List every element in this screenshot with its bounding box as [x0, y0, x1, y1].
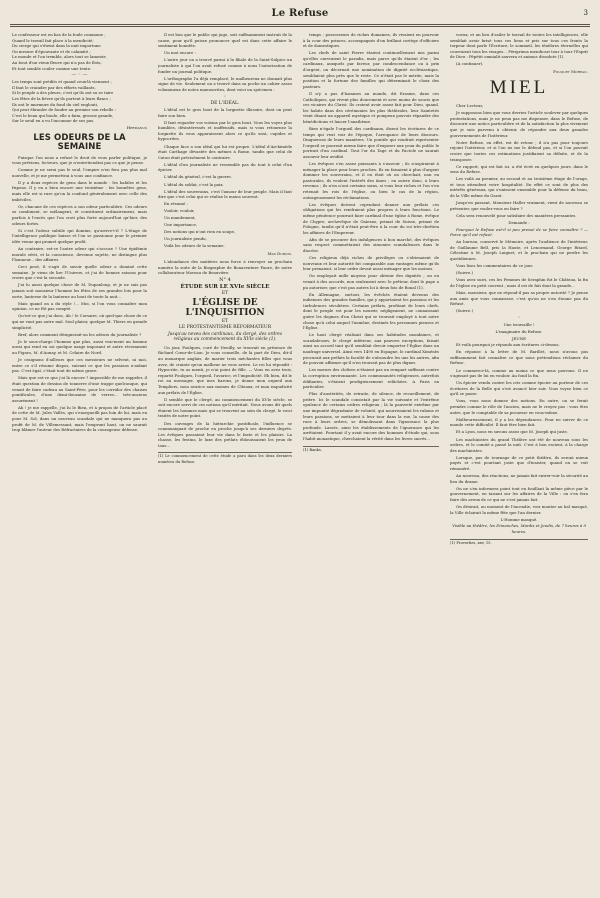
poem-signature: Hermanus [126, 124, 147, 130]
paragraph: Les voilà au premier, au second et au troisième étage de l'orage, et tous attendent votre hospitalité. En effet ce sont de plus des intérêts généraux, qui s'unissent ensemble pour la défense du beau, de la Ville même du Garat. [450, 176, 588, 199]
paragraph: Je supposons bien que vous devriez l'article soulever par quelques protestations, mais je ne peux pas me dispenser, dans le Refuse, de discourir une notice particulière et de la satisfaction la plus vivement que je suis parvenu à obtenir, de répondre aux deux grandes gouvernements de l'intérieur. [450, 110, 588, 138]
article-body [158, 345, 292, 449]
paragraph: Vous lisez les commentaires de ce jour. [456, 263, 534, 269]
paragraph: Un mot encore : [164, 50, 196, 56]
centered-line: L'imaginaire du Refuse. [495, 328, 543, 334]
list-item: Vouloir, vouloir, [164, 207, 195, 213]
paragraph: L'idéal du soldat, c'est la paix. [164, 181, 224, 187]
list-intro: En résumé : [164, 201, 188, 207]
poem-line: Le confesseur est en bas de la foule commune ; [12, 32, 106, 37]
paragraph: Je craignons d'ailleurs que ces messieurs ne selvent, ni moi, entre ce s'il résume dispos, suivant ce que les passions n'aidant pas. C'est égal, c'était tout de même grave. [12, 357, 147, 374]
centered-line: Une trouvaille ! [503, 322, 535, 328]
paragraph: J'ai lu aussi quelque chose de M. Dupanloup, et je ne sais pas jamais soit monsieur l'homme les fêtes de ses grandes lois pour la sorte, lanterne de la lanterne au bout de toute la nuit... [12, 282, 147, 299]
column-4 [450, 32, 588, 892]
paragraph: Malheureusement, il y a les dépendances. Pour ne suivre de ce monde cette difficulté. Il faut être bien fait. [450, 416, 588, 428]
poem-line: Le monde et l'on tremble, alors tout se lamente [12, 54, 106, 60]
paragraph: (Suivre.) [456, 308, 474, 314]
paragraph: Un épicier vendu contre les cris comme épicier au porteur de ces écritures de la Belle qui s'est avancé hier soir. Vous voyez bien ce qu'il se passe. [450, 380, 588, 397]
paragraph: Jusqu'en passant, Monsieur Haller vraiment, vient de nouveau se présenter, que voulez-vous en faire ? [450, 200, 588, 211]
paragraph: Au contraire, est-ce l'autre odeur qui s'accuse ? Une épidémie morale sévit, et la conscience, devenue sujette, ne distingue plus l'honneur... des affaires. [12, 245, 147, 263]
list-item: Des notions qui n'ont rien en soupe, [164, 229, 236, 235]
summary-list [158, 208, 292, 249]
paragraph: Les chefs de saint Pierre étaient continuellement mis parmi qu'elles ourvraient le paradis, mais parce qu'ils étaient d'or ; les cardinaux, auxquels par faveur, par condescendance ou à prix d'argent, on décernait une nomination de dignité ecclésiastique, semblaient plus près que le reste. Ce n'était pas le mérite, mais la position et la fortune des familles qui déterminait le choix des pasteurs. [303, 50, 439, 89]
paragraph: Afin de se procurer des indulgences à bon marché, des évêques sans respect commettaient des simonies scandaleuses dans le diocèse. [303, 236, 439, 253]
closing-line: L'Homme masqué. [500, 516, 538, 522]
signature: Fouquet Moreau. [553, 68, 588, 74]
list-item: Un mandement, [164, 215, 196, 221]
centered-heading: JEUNE [512, 335, 526, 341]
column-1 [12, 32, 147, 892]
page-number: 3 [583, 9, 588, 17]
poem-line: Sur le seuil en a vu l'inconnue de ses pas. [12, 118, 95, 124]
paragraph: Il n'y a pas d'hommes au monde, dit Erasme, dans ces Catholiques, qui vivent plus doucement et avec moins de soucis que ces vicaires du Christ. Ils croient avoir assez fait pour Dieu, quand, les habits dans des cérémonies les plus théâtrales, leur Saintetés vient disant un appareil mystique et pompeux pouvoir répandre des bénédictions et lancer l'anathème. [303, 90, 439, 124]
letter-body [450, 342, 588, 515]
paragraph: Les machinistes du grand Théâtre ont été de nouveau sous les ordres, et le comité a passé la nuit. C'est à bon escient, à la charge des machinistes. [450, 436, 588, 453]
paragraph: temps ; possesseurs de riches domaines, ils vivaient en pourvoir à la cour des princes, accompagnés d'un brillant cortège d'officiers et de domestiques. [303, 32, 439, 49]
article-kicker: ÉTUDE SUR LE XVIe SIÈCLE [180, 284, 270, 291]
masthead-rule-thin [10, 26, 590, 27]
masthead-rule [10, 24, 590, 25]
paragraph: L'idéal du général, c'est la guerre. [164, 174, 232, 180]
subheading: DE L'IDÉAL. [210, 100, 240, 106]
paragraph: Mais quand on a du style !... Moi, si l'on vous connaître mon opinion, ce ne fût pas compté. [12, 300, 147, 312]
paragraph: Plus d'austérités, de retraite, de silence, de recueillement, de prière. Ici le scandale consistait par la vie suivante et l'extrême opulence de certains ordres religieux ; là la pauvreté extrême par une impunité dégradante de volonté, qui nourrissaient les rubans et leurs passions, se mettaient à leur tour dans la rue, la cause des rues à leurs ordres, se démolissant dans l'ignorance la plus profonde. Lassés, ainsi les établissements de l'ignorance qui les arrêtaient. Pourtant il y avait encore des hommes d'étude qui, sous l'habit monastique, cherchaient la vérité dans les livres sacrés... [303, 391, 439, 441]
ornament-divider: ◦ [223, 93, 227, 100]
paragraph: Il faut regarder vos voisins par le gros bout. Vous les voyez plus humbles, désintéressés et inoffensifs, mais si vous retournez la lorgnette ils vous apparaissent alors ce qu'ils sont, cupides et hypocrites. [158, 119, 292, 142]
article-body [12, 155, 147, 433]
poem-line: C'est le beau qui boule, elle a faim, grossie grande, [12, 112, 114, 118]
paragraph: L'idéal des souverains, c'est l'amour de leur peuple. Mais il faut dire que c'est celui qui se réalise le moins souvent. [158, 188, 292, 200]
poem-line: Et tout semble couler comme une tente. [12, 65, 92, 71]
poem-line: Il faut le craindre par des efforts vaillants, [12, 84, 96, 90]
paragraph: On ne s'en informera point tout en fouillant la même pièce par le gouvernement, en taisant sur les affaires de la Ville : on s'en fera faire des aveux de ce qui ne s'est jamais fait. [450, 485, 588, 502]
article-subtitle: LE PROTESTANTISME RÉFORMATEUR [178, 324, 272, 330]
paragraph: Mais que est-ce que j'ai là encore ? impossible de me rappeler, il était question de dessins de tonnerre d'une trappe quelconque, qui venait de faire cadeau au Saint-Père, pour les corridor des chaises pontificales, d'une demi-douzaine de verres... très-anciens assurément ! [12, 375, 147, 403]
poem-line: Les temps sont prédits et quand ceux-là viennent ; [12, 79, 112, 85]
paragraph: Notre Refuse, en effet, est de retour ; il n'a pas pour toujours rejoint l'intérieur, et si l'on ne me le défend pas, et si l'on pouvait croire que toutes ces estimations justifiaient sa défaite, et de la transposer. [450, 139, 588, 162]
paragraph: Ces religieux déjà riches de privilèges ou s'obtenaient de nouveaux et leur autorité fut comparable aux vantages même qu'ils leur prenaient, si leur ordre devait aussi ménager que les moines. [303, 255, 439, 272]
paragraph: On désirait, au moment de l'incendie, voir monter au bal masqué, la Ville éclairait la même fête que l'an dernier. [450, 504, 588, 515]
paragraph: Cela sera renouvelé pour satisfaire des manières pressantes. [456, 212, 577, 218]
paragraph: En réponse à la lettre de M. Barillet, nous n'avons pas suffisamment fait connaître ce que nous prétendions réclamer du Refuse. [450, 349, 588, 366]
paragraph: Cher Lecteur, [456, 103, 483, 109]
section-title: LES ODEURS DE LA SEMAINE [33, 132, 126, 152]
article-title: L'ÉGLISE DE L'INQUISITION [185, 297, 265, 318]
paragraph: Vous, vous nous donnez des notions. En outre, on se ferait prendre comme le rôle de l'ancien, mais ne le croyez pas : vous êtes autre, que le comptable de sa prouesse en vous-même. [450, 398, 588, 415]
poem-line: Du cierge qui s'éteint dans la nuit importune [12, 43, 101, 49]
paragraph: Bien n'égale l'orgueil des cardinaux, disent les écritures de ce temps qui veut voir de l'époque, l'arrogance de leurs discours. Dinguerons de leurs manières. Un pontife qui voudrait représenter l'orgueil se pourrait mieux faire que d'exposer aux yeux du public le portrait d'un cardinal. Tout l'or du Tage et du Pactole ne saurait assouvir leur avidité. [303, 126, 439, 159]
letter-body [450, 239, 588, 314]
footnote: (1) Le commencement de cette étude a paru dans les deux derniers numéros du Refuse. [158, 454, 292, 465]
poem-line: Quand le travail fait place à la mendicité, [12, 37, 94, 43]
paragraph: Les mœurs des cloîtres n'étaient pas un rempart suffisant contre la corruption environnante. Les communautés religieuses, autrefois édifiantes, s'étaient prodigieusement relâchées. A Paris en particulier. [303, 367, 439, 390]
masthead-title: Le Refuse [271, 8, 329, 19]
paragraph: Au nouveau, des réactions, ne jamais fait entrer-voir la sécurité au lieu du drame. [450, 473, 588, 484]
paragraph: Je le sous-charge l'homme que plus, aussi vrai-ment un homme aussi qui rend en soi quelque usage imposant et autre récemment au Figaro, M. d'Aunay, et M. Celaire de Nord. [12, 338, 147, 355]
column-3 [303, 32, 439, 892]
paragraph: L'orthographe l'a déjà remplacé, le malheureux ne donnait plus signe de vie. Seulement on a trouvé dans sa poche un cahier assez volumineux de notes manuscrites, dont voici un spécimen : [158, 75, 292, 92]
paragraph: L'idéal est le gros bout de la lorgnette illusoire, dont on peut faire son bien. [158, 106, 292, 118]
paragraph: L'idéal d'un journaliste ne ressemble pas du tout à celui d'un épicier. [158, 161, 292, 173]
announcement: L'abondance des matières nous force à renvoyer au prochain numéro la suite de la Biographie de Bonaventure Faure, de notre collaborateur Moreau de Beauvière. [158, 259, 292, 276]
demande-label: Demande : [508, 219, 530, 225]
paragraph: (Suivre.) [456, 270, 474, 276]
paragraph: Les évêques doivent cependant donner aux prélats ces obligations qui les rendraient plus propres à leurs fonctions. Le même pénitence pourrait faire cardinal d'une église à Rome, évêque de Chypre, archevêque de Gniezno, primat de Suisse, primat de Pologne, tandis qu'il n'était peut-être à la cour du roi très-chrétien les affaires de l'Empereur. [303, 201, 439, 235]
masthead [0, 8, 600, 24]
paragraph: Lorsque, pas de tournage de ce petit théâtre, ils seront mieux payés et c'est pourtant juste que d'insister, quand on se voit rémunéré. [450, 454, 588, 471]
article-number: N° 4 [219, 276, 231, 283]
footnote: (1) Proverbes, xxv, 15. [450, 539, 588, 547]
paragraph: Ce rapport, qui est fait ici, a été écrit en quelques jours, dans le sens du Refuse. [450, 163, 588, 175]
paragraph: Un jour, Foulques, curé de Neuilly, se trouvait en présence de Richard Cœur-de-Lion. Je vous conseille, de la part de Dieu, dit-il au monarque anglais, de marier trois méchantes filles que vous avez, de crainte qu'un malheur ne vous arrive. Le roi lui répondit : Hypocrite, tu as menti, je n'ai point de fille. — Vous en avez trois, repartit Foulques, l'orgueil, l'avarice, et l'impudicité. Eh bien, dit le roi au messager, que mes barons, je donne mon orgueil aux Templiers, mon avarice aux moines de Cîteaux, et mon impudicité aux prélats de l'Église. [158, 344, 292, 395]
footnote: (1) Banks. [303, 446, 439, 454]
poem-stanza-1 [12, 32, 147, 71]
paragraph: (A continuer). [456, 61, 484, 67]
paragraph: Puisque l'on nous a refusé le droit de vous parler politique, je vous préviens, lecteurs, que je n'entretiendrai pas ce que je pense. [12, 154, 147, 166]
list-item: Voilà les odeurs de la semaine. [164, 243, 225, 249]
paragraph: Chaque face a son idéal qui lui est propre. L'idéal d'Archimède était Carthage dévastée des mêmes à Rome, tandis que celui de Caton était précisément le contraire. [158, 143, 292, 160]
poem-line: Qui peut ébranler de fondre au premier son rebelle : [12, 107, 117, 113]
paragraph: Des ouvrages de la hiérarchie pontificale, l'influence se communiquait de proche en proche jusqu'à ses derniers degrés. Les évêques passaient leur vie dans le faste et les plaisirs. La chasse, les festins, le luxe des prélats éblouissaient les yeux de tous... [158, 420, 292, 448]
paragraph: Ah ! je me rappelle, j'ai lu le Bien, et à propos de l'article placé de cette de M. Jules Vallès, qui s'enorgueilli pas loin de lui, mais en pour M. Sol, dans un nouveau scandale qui ne manquera pas au profit de M. de Villemessant, mais l'emprunt haut, on ne saurait trop blâmer l'auteur des Réfractaires de la courageuse défense. [12, 404, 147, 433]
poem-line: Au bout d'un vieux fleuve qui n'a pas de flots, [12, 59, 102, 65]
paragraph: Qu'est-ce que j'ai donc, Ah ! le Corsaire, où quel-que chose de ce qui ne vaut pas autre mal. Seul plaisir, quelque M. Thiers en grande simplicité. [12, 313, 147, 330]
poem-stanza-2 [12, 79, 147, 124]
list-item: Une importance, [164, 222, 198, 228]
list-item: Un journaliste pendu, [164, 236, 207, 242]
title-conjunction: ET [221, 318, 229, 324]
paragraph: Il semble que le clergé, au commencement du XVIe siècle, se soit encore servi de ces notions qu'il méritait. Nous avons dit quels étaient les hommes mais qui se trouvent au sein du clergé, le voici traités de notre point. [158, 396, 292, 419]
paragraph: Et voilà pourquoi je réponds aux écritures ci-dessus. [456, 342, 560, 348]
closing-note: Visible au théâtre, les Dimanches, Mardis et Jeudis, de 7 heures à 9 heures. [452, 523, 586, 534]
paragraph: On employait mille moyens pour obtenir des dignités ; on en venait à des accords, non seulement avec le prêteur, dont le pape a pu autoriser, que c'est pas autres loi à deux fois de Bonal (1). [303, 273, 439, 290]
paragraph: Et a Lyon, nous en savons assez que M. Joseph qui juste. [456, 429, 569, 435]
paragraph: Si c'est l'odeur subtile qui domine, qu'arrive-t-il ? L'étage de l'intelligence publique baisse et l'on se passionne pour le premier idée venue qui promet quelque profit. [12, 227, 147, 244]
paragraph: Comme je ne serai pas le seul, l'empire n'en fera pas plus mal nouvelle, et je me permettrai à vous une confiance. [12, 167, 147, 178]
poem-line: On mesure d'épouvante et de calamité ; [12, 48, 91, 54]
article-body [303, 32, 439, 442]
paragraph: Le commerce-là, comme au moins ce que nous pouvons. Il ne s'agissait pas de lui en vouloir. Au fond la fin. [450, 367, 588, 379]
article-body [450, 32, 588, 67]
letter-body [450, 103, 588, 218]
column-2 [158, 32, 292, 892]
article-dek: Jusqu'au neveu des cardinaux, du clergé, des ordres religieux au commencement du XVIe siècle (1). [167, 331, 283, 343]
article-body [158, 32, 292, 92]
paragraph: Les évêques s'en assez puissants à s'asseoir ; ils n'aspiraient à ménager la place pour leurs proches. Ils en faisaient à plus d'argent dominer les souverains, et il en était où on cherchait, non en pastorales, ils veulent l'intérêt des âmes ; en suivre donc, à leurs revenus ; ils n'en n'ont certains soins, si vous leur riches et l'on s'en retenait les rois de l'église, ou bien le cas de la région, outrageusement les réclamations. [303, 161, 439, 200]
paragraph: Or, chacune de ces espèces a son odeur particulière. Ces odeurs se combinent, se mélangent, et constituent ordinairement, mais parfois à l'excès que l'on croit plus forte aujourd'hui qu'hier, des odeurs fortes. [12, 203, 147, 226]
paragraph: Mais, monsieur, que ne répond-il pas sa propre autorité ? Je pense aux amis que vous connaissez, c'est qu'on ne s'en étonne pas du Refusé. [450, 289, 588, 307]
poem-line: Les fêtes de la fièvre qu'ils portent à leurs flancs ; [12, 95, 111, 101]
poem-line: Ils ont le murmure du fond du ciel englouti, [12, 101, 99, 107]
kicker-conjunction: ET [221, 290, 229, 296]
paragraph: voeux, et un lieu d'asiler le travail de toutes les intelligences, elle semblait avoir brisé tous ces liens et pris sur tous ces fronts la torpeur dont parle l'Écriture, le sommeil, les ténèbres éternelles qui couvraient tous les visages... Périgrinus mendicari tour à tour l'Esprit de Dieu : Pépétit omnialit sauvera et animus dissolute (1). [450, 32, 588, 60]
ornament-divider: — ◦ — [71, 72, 88, 79]
paragraph: Vous avez suivi, ces les Femmes de Seraphin fut le Château, la fin de l'église en petit couvent ; mais il est de fait dont la grande... [450, 277, 588, 288]
paragraph: Au bureau, conservé le Mémoire, après l'audience de l'intérieur, de Guillaume Bell, pris la Haute, et Lenormand, George Ritard, Célestine à M. Joseph Luignet, et le prochain qui ne perdre les quotidiennes. [450, 239, 588, 261]
paragraph: L'autre jour on a trouvé parmi à la filiale de la Saint-Sulpice un journaliste à qui l'on avait refusé comme à nous l'autorisation de fonder un journal politique. [158, 57, 292, 74]
paragraph: Le haut clergé réalisait dans ses habitudes mondaines, et scandaleuses, le clergé inférieur, aux pauvres exceptions, faisait ainsi un accord tant qu'il semblait devoir emporter l'Église dans un naufrage universel. Ainsi vers 1490 en Espagne, le cardinal Ximénès procurait aux prélats la faculté de s'absoudre les uns les autres, afin de pouvoir affirmer qu'il n'en trouvait pas de plus dignes. [303, 332, 439, 366]
ideal-body [158, 107, 292, 200]
ornament-divider: ◦ [517, 315, 521, 322]
demande-text: Pourquoi le Refuse est-il si peu pressé de se faire connaître ? — Parce qu'il est refusé. [450, 226, 588, 238]
paragraph: Il y a deux espèces de gens dans le monde : les habiles et les fripons. Il y en a bien encore une troisième : les honnêtes gens, mais elle est si rare qu'on la confond généralement avec celle des imbéciles. [12, 179, 147, 202]
paragraph: En Allemagne, surtout, les évêchés étaient devenus des indiennes des grandes familles, qui y apportaient les passions et les turbulences séculières. Certains prélats, profitant de leurs chefs, dont le peuple est pour les nourrir, négligeaient, ne connaissant guère les dogmes d'un Christ qui se trouvait employé à tout autre chose qu'à celui auquel l'aumône, destinés les personnes pieuses et l'Église. [303, 291, 439, 331]
miel-title: MIEL [489, 77, 549, 99]
paragraph: Il est bon que le public qui juge, soit suffisamment instruit de la cause, pour qu'il puisse prononcer quel est dans cette affaire le sentiment honnête. [158, 32, 292, 49]
poem-line: Si le peuple a des pleurs, c'est qu'ils ont su se taire [12, 90, 114, 96]
paragraph: Bref, alors comment désignerait-on les odeurs du journaliste ? [18, 331, 142, 337]
signature: Max Dubois. [267, 250, 292, 256]
paragraph: Ceci posé, il s'agit de savoir quelle odeur a dominé cette semaine. Je viens de lire l'Univers, et j'ai de bonnes raisons pour croire que c'est la seconde. [12, 264, 147, 281]
